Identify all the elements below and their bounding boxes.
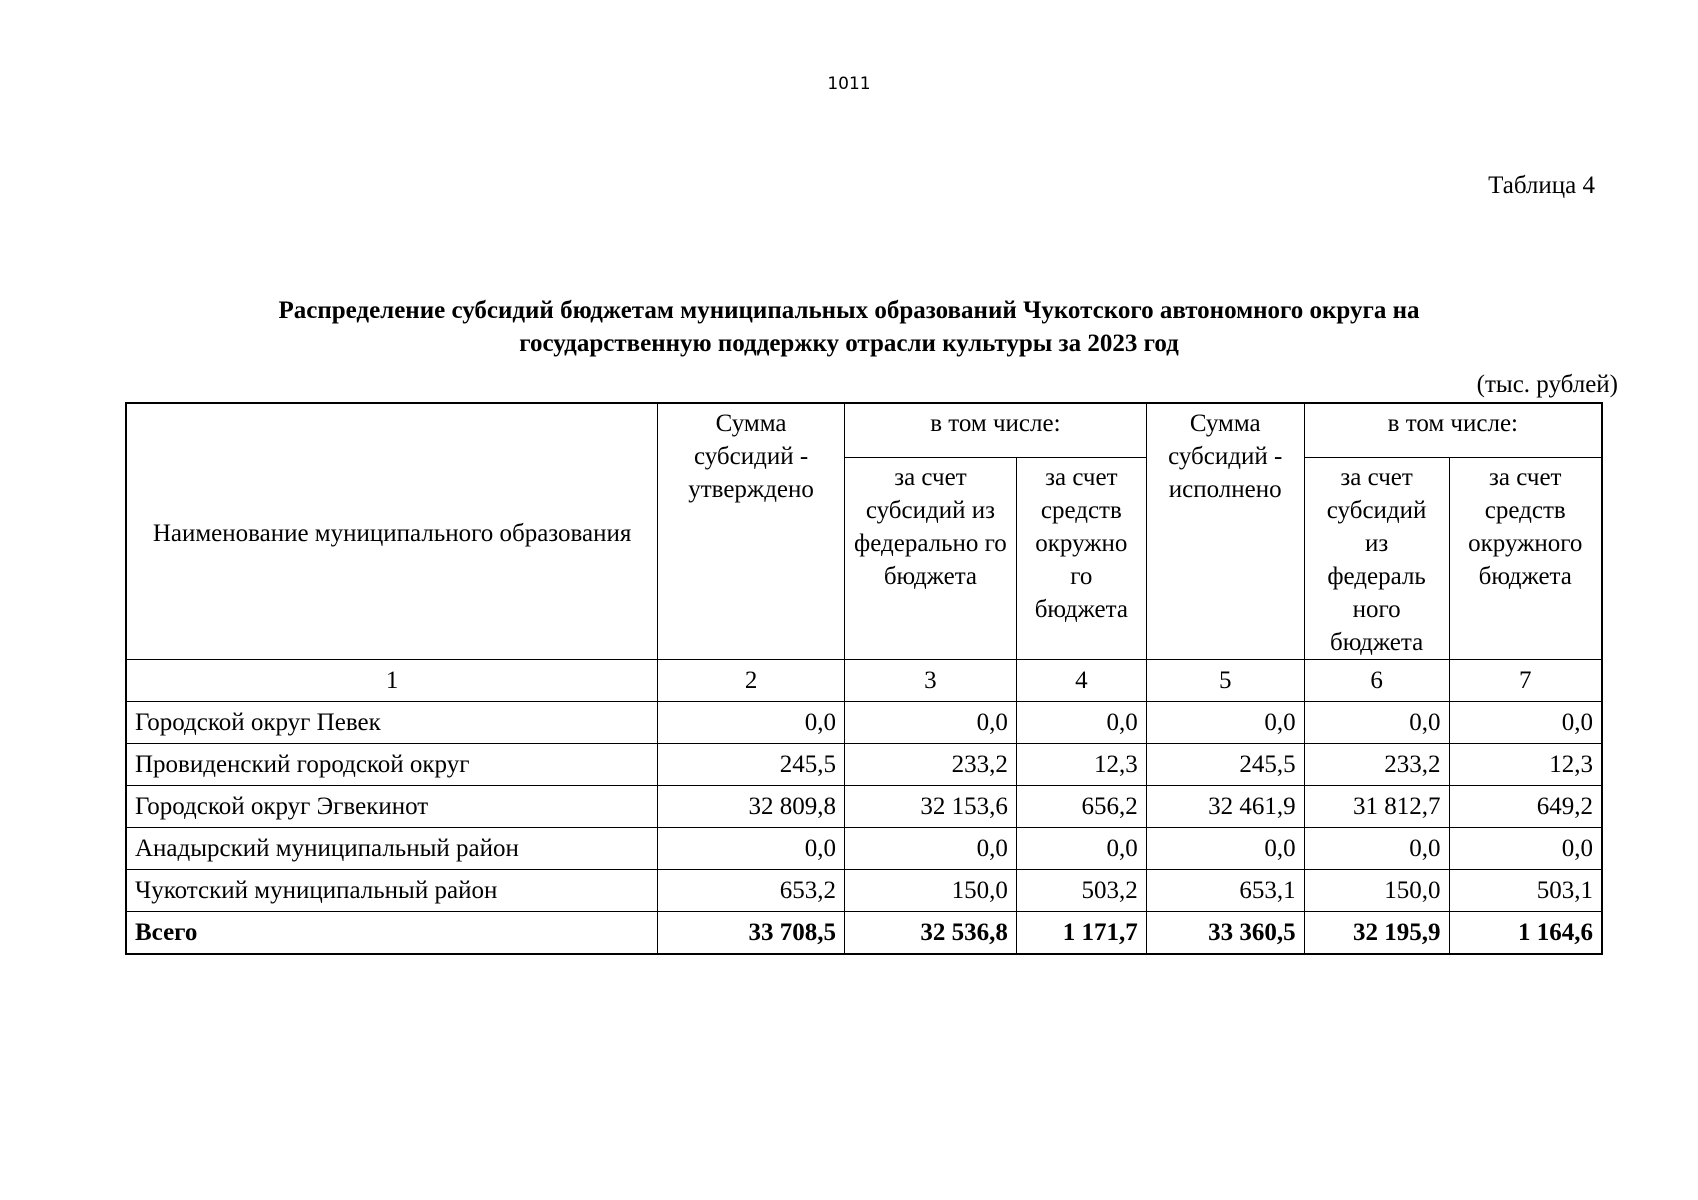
table-body [126, 660, 1602, 955]
table-cell: 245,5 [1146, 744, 1304, 786]
document-title-line-2: государственную поддержку отрасли культуры за 2023 год [519, 330, 1179, 357]
total-label: Всего [126, 912, 658, 955]
column-number: 6 [1304, 660, 1449, 702]
header-row-1 [126, 403, 1602, 458]
table-cell: 12,3 [1016, 744, 1146, 786]
header-including-executed: в том числе: [1304, 403, 1602, 458]
municipality-name: Городской округ Эгвекинот [126, 786, 658, 828]
table-cell: 150,0 [844, 870, 1016, 912]
table-cell: 233,2 [844, 744, 1016, 786]
header-name: Наименование муниципального образования [126, 403, 658, 660]
header-okrug-executed: за счет средств окружного бюджета [1449, 458, 1602, 660]
total-cell: 32 195,9 [1304, 912, 1449, 955]
table-cell: 0,0 [844, 702, 1016, 744]
column-number: 4 [1016, 660, 1146, 702]
table-cell: 0,0 [1016, 702, 1146, 744]
column-number: 5 [1146, 660, 1304, 702]
table-cell: 31 812,7 [1304, 786, 1449, 828]
municipality-name: Городской округ Певек [126, 702, 658, 744]
table-cell: 0,0 [1449, 828, 1602, 870]
column-number-row [126, 660, 1602, 702]
page-number: 1011 [827, 74, 871, 94]
table-cell: 0,0 [844, 828, 1016, 870]
table-row [126, 702, 1602, 744]
total-cell: 33 360,5 [1146, 912, 1304, 955]
document-title [0, 294, 1698, 360]
municipality-name: Провиденский городской округ [126, 744, 658, 786]
header-including-approved: в том числе: [844, 403, 1146, 458]
table-cell: 653,2 [658, 870, 845, 912]
total-cell: 33 708,5 [658, 912, 845, 955]
column-number: 7 [1449, 660, 1602, 702]
header-federal-approved: за счет субсидий из федерально го бюджета [844, 458, 1016, 660]
total-row [126, 912, 1602, 955]
document-title-line-1: Распределение субсидий бюджетам муниципальных образований Чукотского автономного округа на [278, 297, 1420, 324]
total-cell: 1 171,7 [1016, 912, 1146, 955]
column-number: 2 [658, 660, 845, 702]
table-label: Таблица 4 [1488, 172, 1595, 199]
table-cell: 649,2 [1449, 786, 1602, 828]
column-number: 1 [126, 660, 658, 702]
table-cell: 245,5 [658, 744, 845, 786]
table-header [126, 403, 1602, 660]
total-cell: 32 536,8 [844, 912, 1016, 955]
table-cell: 32 809,8 [658, 786, 845, 828]
table-cell: 150,0 [1304, 870, 1449, 912]
table-row [126, 786, 1602, 828]
table-row [126, 870, 1602, 912]
total-cell: 1 164,6 [1449, 912, 1602, 955]
table-cell: 32 461,9 [1146, 786, 1304, 828]
units-label: (тыс. рублей) [1476, 371, 1618, 398]
table-cell: 0,0 [1304, 702, 1449, 744]
column-number: 3 [844, 660, 1016, 702]
table-cell: 0,0 [1449, 702, 1602, 744]
table-cell: 0,0 [1304, 828, 1449, 870]
municipality-name: Чукотский муниципальный район [126, 870, 658, 912]
table-cell: 0,0 [1146, 828, 1304, 870]
municipality-name: Анадырский муниципальный район [126, 828, 658, 870]
table-cell: 653,1 [1146, 870, 1304, 912]
table-cell: 0,0 [1146, 702, 1304, 744]
table-cell: 12,3 [1449, 744, 1602, 786]
table-cell: 0,0 [658, 828, 845, 870]
table-cell: 656,2 [1016, 786, 1146, 828]
table-cell: 233,2 [1304, 744, 1449, 786]
header-okrug-approved: за счет средств окружно го бюджета [1016, 458, 1146, 660]
header-federal-executed: за счет субсидий из федераль ного бюджета [1304, 458, 1449, 660]
header-approved: Сумма субсидий - утверждено [658, 403, 845, 660]
table-cell: 0,0 [1016, 828, 1146, 870]
table-row [126, 828, 1602, 870]
table-cell: 32 153,6 [844, 786, 1016, 828]
subsidy-table [125, 402, 1603, 955]
header-executed: Сумма субсидий - исполнено [1146, 403, 1304, 660]
table-cell: 0,0 [658, 702, 845, 744]
table-cell: 503,1 [1449, 870, 1602, 912]
table-row [126, 744, 1602, 786]
table-cell: 503,2 [1016, 870, 1146, 912]
